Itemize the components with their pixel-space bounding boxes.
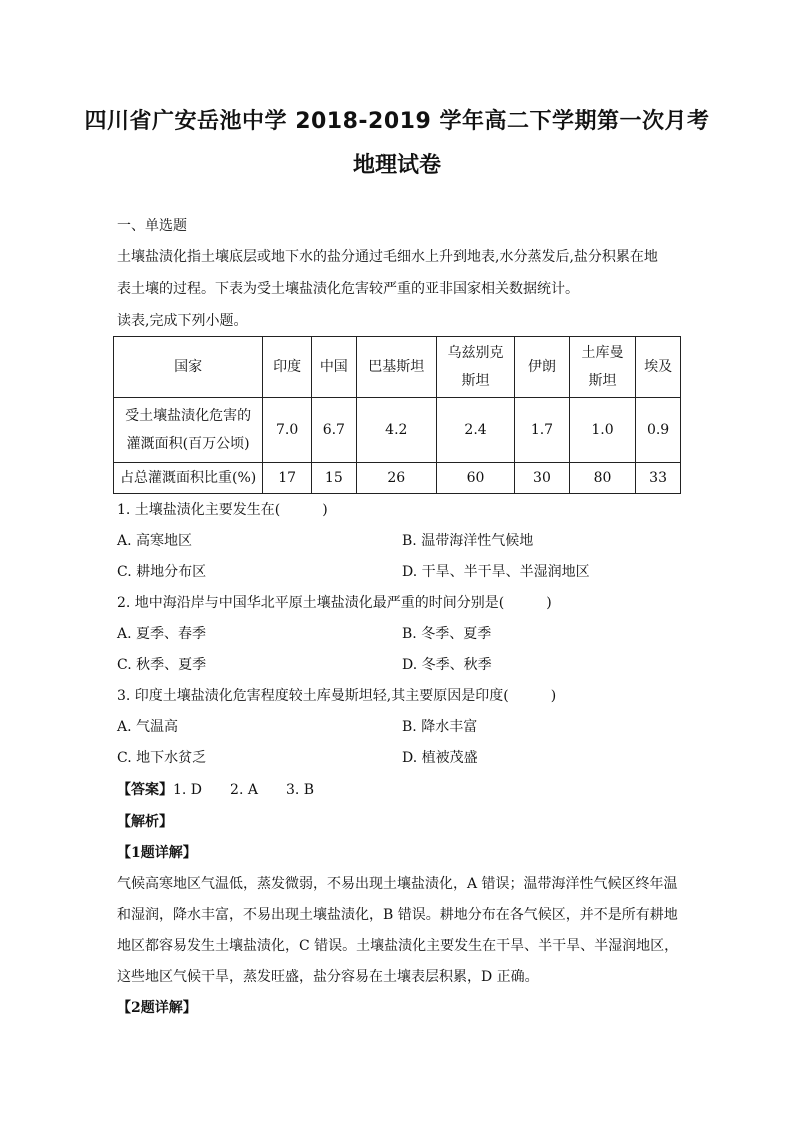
detail-2-label: 【2题详解】 — [117, 1000, 197, 1016]
value-cell: 1.7 — [515, 398, 570, 463]
country-cell: 埃及 — [636, 337, 681, 398]
question-2-option-c: C. 秋季、夏季 — [117, 657, 207, 673]
table-row — [114, 463, 681, 494]
question-2-option-d: D. 冬季、秋季 — [402, 657, 492, 673]
answer-label: 【答案】 — [117, 782, 173, 798]
value-cell: 15 — [311, 463, 356, 494]
question-3-option-c: C. 地下水贫乏 — [117, 750, 207, 766]
row-label-cell: 占总灌溉面积比重(%) — [114, 463, 263, 494]
country-cell: 乌兹别克 斯坦 — [436, 337, 514, 398]
question-3-option-a: A. 气温高 — [117, 719, 179, 735]
value-cell: 7.0 — [263, 398, 312, 463]
value-cell: 33 — [636, 463, 681, 494]
value-cell: 4.2 — [356, 398, 436, 463]
answer-text: 1. D 2. A 3. B — [173, 782, 315, 798]
question-3-option-b: B. 降水丰富 — [402, 719, 478, 735]
detail-1-label: 【1题详解】 — [117, 845, 197, 861]
value-cell: 1.0 — [569, 398, 635, 463]
value-cell: 2.4 — [436, 398, 514, 463]
row-label-cell: 受土壤盐渍化危害的 灌溉面积(百万公顷) — [114, 398, 263, 463]
question-3-option-d: D. 植被茂盛 — [402, 750, 478, 766]
table-header-row — [114, 337, 681, 398]
detail-1-line-2: 和湿润，降水丰富，不易出现土壤盐渍化，B 错误。耕地分布在各气候区，并不是所有耕地 — [117, 907, 678, 923]
country-cell: 土库曼 斯坦 — [569, 337, 635, 398]
value-cell: 26 — [356, 463, 436, 494]
question-1-option-b: B. 温带海洋性气候地 — [402, 533, 534, 549]
detail-1-line-4: 这些地区气候干旱，蒸发旺盛，盐分容易在土壤表层积累，D 正确。 — [117, 969, 539, 985]
question-2-option-a: A. 夏季、春季 — [117, 626, 207, 642]
country-cell: 巴基斯坦 — [356, 337, 436, 398]
question-3-stem: 3. 印度土壤盐渍化危害程度较土库曼斯坦轻,其主要原因是印度( ) — [117, 688, 557, 704]
question-2-option-b: B. 冬季、夏季 — [402, 626, 492, 642]
question-1-stem: 1. 土壤盐渍化主要发生在( ) — [117, 502, 328, 518]
question-1-option-a: A. 高寒地区 — [117, 533, 193, 549]
value-cell: 60 — [436, 463, 514, 494]
detail-1-line-3: 地区都容易发生土壤盐渍化，C 错误。土壤盐渍化主要发生在干旱、半干旱、半湿润地区， — [117, 938, 679, 954]
country-cell: 中国 — [311, 337, 356, 398]
question-1-option-c: C. 耕地分布区 — [117, 564, 207, 580]
question-1-option-d: D. 干旱、半干旱、半湿润地区 — [402, 564, 590, 580]
data-table — [113, 336, 681, 494]
value-cell: 30 — [515, 463, 570, 494]
value-cell: 17 — [263, 463, 312, 494]
value-cell: 80 — [569, 463, 635, 494]
question-2-stem: 2. 地中海沿岸与中国华北平原土壤盐渍化最严重的时间分别是( ) — [117, 595, 552, 611]
title-line1: 四川省广安岳池中学 2018-2019 学年高二下学期第一次月考 — [84, 109, 710, 134]
value-cell: 6.7 — [311, 398, 356, 463]
country-cell: 伊朗 — [515, 337, 570, 398]
table-row — [114, 398, 681, 463]
section-heading: 一、单选题 — [117, 218, 187, 234]
country-cell: 印度 — [263, 337, 312, 398]
intro-line-2: 表土壤的过程。下表为受土壤盐渍化危害较严重的亚非国家相关数据统计。 — [117, 281, 579, 297]
header-label-cell: 国家 — [114, 337, 263, 398]
analysis-label: 【解析】 — [117, 814, 173, 830]
intro-line-3: 读表,完成下列小题。 — [117, 313, 248, 329]
detail-1-line-1: 气候高寒地区气温低，蒸发微弱，不易出现土壤盐渍化，A 错误；温带海洋性气候区终年温 — [117, 876, 678, 892]
title-line2: 地理试卷 — [352, 153, 441, 178]
answer-line — [117, 780, 314, 800]
intro-line-1: 土壤盐渍化指土壤底层或地下水的盐分通过毛细水上升到地表,水分蒸发后,盐分积累在地 — [117, 249, 658, 265]
value-cell: 0.9 — [636, 398, 681, 463]
